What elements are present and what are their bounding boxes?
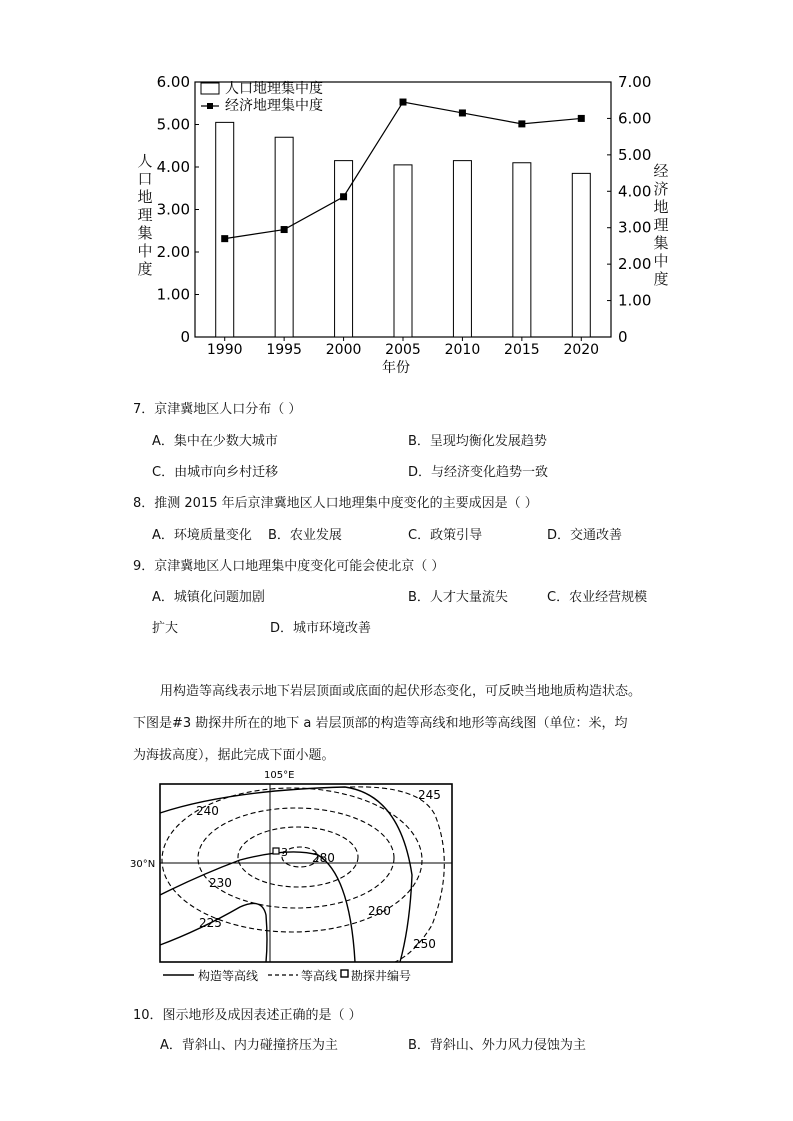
economy-point <box>400 99 407 106</box>
x-tick-label: 2015 <box>504 342 540 358</box>
population-bar <box>394 165 412 337</box>
question-7: 7．京津冀地区人口分布（ ） <box>133 402 302 417</box>
contour-label-230: 230 <box>209 876 232 890</box>
left-tick-label: 0 <box>180 328 190 346</box>
q9-option-a: A．城镇化问题加剧 <box>152 590 265 605</box>
right-tick-label: 3.00 <box>618 218 652 237</box>
q9-option-b: B．人才大量流失 <box>408 590 508 605</box>
right-axis-label: 经济地理集中度 <box>653 162 669 288</box>
question-10: 10．图示地形及成因表述正确的是（ ） <box>133 1008 362 1023</box>
q7-option-d: D．与经济变化趋势一致 <box>408 465 549 480</box>
left-tick-label: 1.00 <box>156 285 190 304</box>
q8-option-a: A．环境质量变化 <box>152 528 252 543</box>
economy-point <box>281 226 288 233</box>
contour-label-280: 280 <box>312 851 335 865</box>
terrain-contour-270 <box>238 827 358 887</box>
x-axis-ticks <box>207 337 599 358</box>
economy-point <box>578 115 585 122</box>
contour-label-250: 250 <box>413 937 436 951</box>
left-tick-label: 4.00 <box>156 158 190 176</box>
left-tick-label: 6.00 <box>156 73 190 91</box>
q9-option-c: C．农业经营规模 <box>547 590 648 605</box>
right-tick-label: 7.00 <box>618 73 652 91</box>
economy-point <box>340 193 347 200</box>
q8-option-d: D．交通改善 <box>547 528 623 543</box>
well-number: 3 <box>281 846 288 859</box>
legend-well-swatch <box>341 970 348 977</box>
x-tick-label: 1995 <box>266 342 302 358</box>
latitude-label: 30°N <box>130 859 156 870</box>
left-tick-label: 5.00 <box>156 115 190 134</box>
right-tick-label: 1.00 <box>618 291 652 310</box>
population-bar <box>572 173 590 337</box>
population-bar <box>275 137 293 337</box>
left-axis-label: 人口地理集中度 <box>137 152 153 278</box>
x-tick-label: 2005 <box>385 342 421 358</box>
right-axis-ticks <box>607 73 651 346</box>
population-bar <box>453 161 471 337</box>
contour-label-245: 245 <box>418 788 441 802</box>
population-bar <box>513 163 531 337</box>
passage-line-1: 用构造等高线表示地下岩层顶面或底面的起伏形态变化，可反映当地地质构造状态。 <box>160 684 642 699</box>
q8-option-c: C．政策引导 <box>408 528 483 543</box>
left-tick-label: 2.00 <box>156 243 190 261</box>
left-axis-ticks <box>157 73 199 346</box>
right-tick-label: 0 <box>618 328 628 346</box>
contour-label-260: 260 <box>368 904 391 918</box>
q8-option-b: B．农业发展 <box>268 528 342 543</box>
structure-contour-260 <box>160 852 355 962</box>
contour-map <box>0 765 793 995</box>
contour-label-225: 225 <box>199 916 222 930</box>
q9-option-d: D．城市环境改善 <box>270 621 372 636</box>
x-axis-label: 年份 <box>382 360 410 376</box>
longitude-label: 105°E <box>264 770 295 781</box>
q7-option-a: A．集中在少数大城市 <box>152 434 278 449</box>
passage-line-2: 下图是#3 勘探井所在的地下 a 岩层顶部的构造等高线和地形等高线图（单位：米，均 <box>133 716 628 731</box>
right-tick-label: 4.00 <box>618 182 652 201</box>
question-8: 8．推测 2015 年后京津冀地区人口地理集中度变化的主要成因是（ ） <box>133 496 538 511</box>
x-tick-label: 1990 <box>206 342 243 358</box>
legend-well-label: 勘探井编号 <box>351 969 412 983</box>
economy-point <box>518 120 525 127</box>
legend-population: 人口地理集中度 <box>225 81 323 97</box>
right-tick-label: 6.00 <box>618 109 652 128</box>
terrain-contour-260 <box>198 808 394 908</box>
right-tick-label: 2.00 <box>618 255 652 274</box>
q7-option-b: B．呈现均衡化发展趋势 <box>408 434 547 449</box>
population-bar <box>216 122 234 337</box>
x-tick-label: 2010 <box>444 342 481 358</box>
x-tick-label: 2000 <box>325 342 362 358</box>
structure-contour-225 <box>160 903 267 962</box>
q10-option-b: B．背斜山、外力风力侵蚀为主 <box>408 1038 586 1053</box>
legend-terrain-label: 等高线 <box>301 969 338 983</box>
right-tick-label: 5.00 <box>618 145 652 164</box>
x-tick-label: 2020 <box>563 342 600 358</box>
question-9: 9．京津冀地区人口地理集中度变化可能会使北京（ ） <box>133 559 445 574</box>
q7-option-c: C．由城市向乡村迁移 <box>152 465 279 480</box>
economy-point <box>459 109 466 116</box>
left-tick-label: 3.00 <box>156 200 190 219</box>
population-bars <box>216 122 591 337</box>
passage-line-3: 为海拔高度），据此完成下面小题。 <box>133 748 335 763</box>
legend-line-marker <box>207 103 213 109</box>
terrain-contour-245 <box>350 787 444 962</box>
well-marker <box>273 848 279 854</box>
population-economy-chart <box>0 0 793 390</box>
legend-economy: 经济地理集中度 <box>225 98 323 114</box>
q9-option-c-continued: 扩大 <box>152 621 179 636</box>
legend-structure-label: 构造等高线 <box>198 969 259 983</box>
contour-label-240: 240 <box>196 804 219 818</box>
economy-point <box>221 235 228 242</box>
q10-option-a: A．背斜山、内力碰撞挤压为主 <box>160 1038 338 1053</box>
legend-bar-swatch <box>201 83 219 94</box>
